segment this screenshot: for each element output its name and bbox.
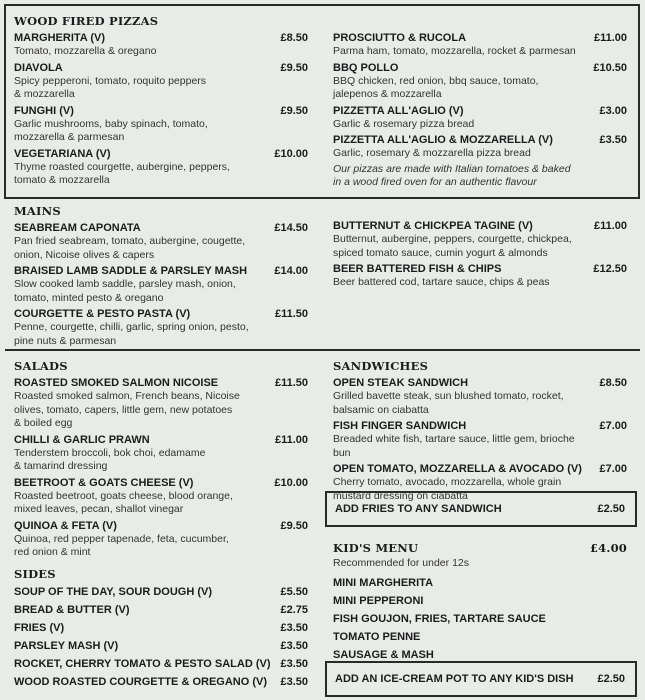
- description-line: Grilled bavette steak, sun blushed tomato, rocket,: [333, 390, 564, 402]
- menu-item: [333, 629, 627, 645]
- menu-item: [333, 133, 627, 161]
- menu-item-name: FRIES (V): [14, 622, 65, 634]
- menu-item-price: £11.00: [593, 220, 627, 232]
- menu-item: [333, 219, 627, 260]
- pizza-note-line: Our pizzas are made with Italian tomatoes & baked: [333, 162, 571, 175]
- description-line: Tomato, mozzarella & oregano: [14, 45, 157, 57]
- menu-item-price: £7.00: [599, 463, 627, 475]
- menu-item-name: OPEN TOMATO, MOZZARELLA & AVOCADO (V): [333, 463, 582, 475]
- menu-item-price: £3.50: [280, 622, 308, 634]
- menu-item-row: [14, 674, 308, 690]
- menu-item-name: MINI MARGHERITA: [333, 577, 434, 589]
- menu-item: [14, 61, 308, 102]
- description-line: Tenderstem broccoli, bok choi, edamame: [14, 446, 206, 459]
- description-line: Garlic mushrooms, baby spinach, tomato,: [14, 117, 208, 130]
- menu-item-name: BRAISED LAMB SADDLE & PARSLEY MASH: [14, 265, 248, 277]
- menu-item: [14, 620, 308, 636]
- menu-item: [14, 31, 308, 59]
- menu-item-name: MINI PEPPERONI: [333, 595, 424, 607]
- sides-column: [14, 567, 308, 690]
- menu-item-row: [14, 519, 308, 533]
- description-line: Slow cooked lamb saddle, parsley mash, onion,: [14, 278, 236, 290]
- menu-item-row: [14, 376, 308, 390]
- sandwiches-heading: SANDWICHES: [333, 359, 429, 373]
- add-fries-price: £2.50: [597, 503, 625, 515]
- description-line: Pan fried seabream, tomato, aubergine, cougette,: [14, 235, 246, 247]
- sides-heading: SIDES: [14, 567, 56, 581]
- menu-item: [14, 264, 308, 305]
- menu-item: [333, 575, 627, 591]
- mains-left-column: [14, 204, 308, 348]
- description-line: Roasted smoked salmon, French beans, Nicoise: [14, 390, 240, 402]
- menu-item-description: [14, 390, 269, 431]
- menu-item-price: £10.00: [274, 147, 308, 160]
- menu-item-name: OPEN STEAK SANDWICH: [333, 377, 469, 389]
- menu-item-row: [333, 629, 627, 645]
- menu-item-row: [14, 433, 308, 447]
- menu-item-row: [14, 584, 308, 600]
- menu-item-name: QUINOA & FETA (V): [14, 519, 117, 532]
- menu-item-name: WOOD ROASTED COURGETTE & OREGANO (V): [14, 676, 267, 688]
- menu-item-price: £14.50: [274, 222, 308, 234]
- add-fries-label: ADD FRIES TO ANY SANDWICH: [335, 503, 502, 515]
- description-line: & boiled egg: [14, 417, 73, 429]
- description-line: mustard dressing on ciabatta: [333, 489, 468, 502]
- menu-item-description: [333, 75, 588, 102]
- menu-item-name: SAUSAGE & MASH: [333, 649, 434, 661]
- add-fries-box: [325, 491, 637, 527]
- sandwiches-column: [333, 359, 627, 503]
- menu-item-price: £9.50: [280, 104, 308, 117]
- menu-item-price: £9.50: [280, 61, 308, 74]
- menu-item: [333, 31, 627, 59]
- kids-subtitle: Recommended for under 12s: [333, 557, 469, 569]
- salads-heading: SALADS: [14, 359, 68, 373]
- menu-item-price: £7.00: [599, 420, 627, 432]
- menu-item-name: FISH FINGER SANDWICH: [333, 420, 467, 432]
- pizzas-left-column: [14, 14, 308, 188]
- menu-item: [333, 376, 627, 417]
- menu-item: [14, 638, 308, 654]
- menu-item-description: [333, 233, 588, 260]
- menu-item-price: £11.50: [274, 377, 308, 389]
- menu-item: [14, 674, 308, 690]
- menu-item: [333, 593, 627, 609]
- description-line: onion, Nicoise olives & capers: [14, 248, 155, 261]
- description-line: Beer battered cod, tartare sauce, chips & peas: [333, 276, 550, 288]
- menu-item-price: £3.50: [599, 134, 627, 146]
- menu-item-name: MARGHERITA (V): [14, 32, 106, 44]
- menu-item-price: £3.50: [280, 658, 308, 670]
- description-line: tomato & mozzarella: [14, 174, 110, 186]
- menu-item-description: [333, 45, 588, 59]
- menu-item-name: PIZZETTA ALL'AGLIO & MOZZARELLA (V): [333, 134, 553, 146]
- pizzas-heading: WOOD FIRED PIZZAS: [14, 14, 159, 28]
- menu-item: [14, 433, 308, 474]
- menu-item-row: [333, 419, 627, 433]
- kids-title: KID'S MENU: [333, 541, 419, 555]
- menu-item-name: BBQ POLLO: [333, 61, 399, 74]
- salads-column: [14, 359, 308, 560]
- menu-item-description: [14, 118, 269, 145]
- menu-item: [14, 307, 308, 348]
- menu-item-row: [14, 61, 308, 75]
- description-line: mozzarella & parmesan: [14, 131, 125, 143]
- menu-item-row: [333, 575, 627, 591]
- menu-item-price: £10.00: [274, 476, 308, 489]
- add-ice-cream-price: £2.50: [597, 673, 625, 685]
- menu-item-row: [14, 602, 308, 618]
- menu-item-name: PROSCIUTTO & RUCOLA: [333, 32, 467, 44]
- kids-price: £4.00: [589, 541, 627, 555]
- description-line: Spicy pepperoni, tomato, roquito peppers: [14, 74, 207, 87]
- menu-item-name: BEER BATTERED FISH & CHIPS: [333, 263, 502, 275]
- description-line: jalepenos & mozzarella: [333, 88, 442, 100]
- menu-item-name: COURGETTE & PESTO PASTA (V): [14, 308, 191, 320]
- menu-item-row: [14, 638, 308, 654]
- menu-item-name: TOMATO PENNE: [333, 631, 421, 643]
- description-line: Garlic, rosemary & mozzarella pizza bread: [333, 147, 531, 159]
- menu-item-name: FISH GOUJON, FRIES, TARTARE SAUCE: [333, 613, 546, 625]
- menu-item-name: BEETROOT & GOATS CHEESE (V): [14, 476, 194, 489]
- description-line: Garlic & rosemary pizza bread: [333, 117, 475, 130]
- menu-item-name: DIAVOLA: [14, 61, 63, 74]
- menu-item-price: £5.50: [280, 586, 308, 598]
- menu-item-price: £9.50: [280, 519, 308, 532]
- menu-item-row: [14, 656, 308, 672]
- menu-item-price: £10.50: [593, 61, 627, 74]
- mains-heading: MAINS: [14, 204, 61, 218]
- section-divider: [5, 349, 640, 351]
- description-line: red onion & mint: [14, 546, 91, 558]
- menu-item: [14, 656, 308, 672]
- menu-item-description: [333, 433, 588, 460]
- menu-item-price: £2.75: [280, 604, 308, 616]
- menu-item-name: SEABREAM CAPONATA: [14, 222, 141, 234]
- kids-menu-column: [333, 541, 627, 663]
- menu-item-description: [14, 235, 269, 262]
- menu-item: [14, 584, 308, 600]
- add-ice-cream-label: ADD AN ICE-CREAM POT TO ANY KID'S DISH: [335, 673, 574, 685]
- menu-item: [14, 519, 308, 560]
- menu-item-price: £12.50: [593, 263, 627, 275]
- menu-item-price: £3.50: [280, 640, 308, 652]
- menu-item: [333, 61, 627, 102]
- menu-item-row: [333, 462, 627, 476]
- description-line: Roasted beetroot, goats cheese, blood orange,: [14, 489, 233, 502]
- description-line: & tamarind dressing: [14, 460, 108, 472]
- menu-item-name: ROCKET, CHERRY TOMATO & PESTO SALAD (V): [14, 658, 271, 670]
- menu-item-name: BREAD & BUTTER (V): [14, 604, 130, 616]
- menu-item-description: [333, 390, 588, 417]
- menu-item-price: £14.00: [274, 265, 308, 277]
- menu-item-description: [14, 278, 269, 305]
- description-line: Parma ham, tomato, mozzarella, rocket & parmesan: [333, 45, 576, 57]
- menu-item-name: FUNGHI (V): [14, 104, 74, 117]
- menu-item: [14, 602, 308, 618]
- menu-item-row: [333, 593, 627, 609]
- menu-item-row: [14, 264, 308, 278]
- menu-item-description: [333, 276, 588, 290]
- menu-item-description: [14, 161, 269, 188]
- menu-item-row: [14, 620, 308, 636]
- menu-item-description: [14, 490, 269, 517]
- menu-item-price: £11.00: [593, 32, 627, 44]
- menu-item-description: [14, 45, 269, 59]
- menu-item-row: [14, 147, 308, 161]
- description-line: olives, tomato, capers, little gem, new potatoes: [14, 403, 233, 416]
- menu-item-description: [14, 533, 269, 560]
- menu-item-description: [14, 321, 269, 348]
- menu-item-name: SOUP OF THE DAY, SOUR DOUGH (V): [14, 586, 213, 598]
- pizza-note-line: in a wood fired oven for an authentic flavour: [333, 176, 537, 188]
- description-line: Breaded white fish, tartare sauce, little gem, brioche bun: [333, 433, 575, 459]
- menu-item-price: £3.50: [280, 676, 308, 688]
- menu-item-price: £11.00: [274, 433, 308, 446]
- description-line: Butternut, aubergine, peppers, courgette, chickpea,: [333, 233, 572, 245]
- menu-item-row: [333, 219, 627, 233]
- menu-item-description: [14, 75, 269, 102]
- description-line: Cherry tomato, avocado, mozzarella, whole grain: [333, 476, 562, 488]
- menu-item-description: [333, 147, 588, 161]
- menu-item-price: £8.50: [280, 32, 308, 44]
- menu-item-description: [333, 118, 588, 132]
- description-line: spiced tomato sauce, cumin yogurt & almonds: [333, 246, 548, 259]
- description-line: BBQ chicken, red onion, bbq sauce, tomato,: [333, 74, 539, 87]
- menu-item-price: £11.50: [274, 308, 308, 320]
- menu-item-name: CHILLI & GARLIC PRAWN: [14, 433, 150, 446]
- menu-item-row: [333, 262, 627, 276]
- menu-item-description: [14, 447, 269, 474]
- menu-item-name: PIZZETTA ALL'AGLIO (V): [333, 104, 464, 117]
- menu-item-price: £3.00: [599, 104, 627, 117]
- menu-item-row: [333, 61, 627, 75]
- menu-item: [14, 476, 308, 517]
- description-line: & mozzarella: [14, 88, 75, 100]
- description-line: pine nuts & parmesan: [14, 334, 117, 347]
- pizzas-right-column: [333, 29, 627, 190]
- menu-item: [14, 221, 308, 262]
- menu-item-row: [14, 31, 308, 45]
- menu-item-price: £8.50: [599, 377, 627, 389]
- menu-item-row: [333, 376, 627, 390]
- menu-item-row: [14, 104, 308, 118]
- menu-item-row: [333, 133, 627, 147]
- add-ice-cream-box: [325, 661, 637, 697]
- menu-item: [333, 104, 627, 132]
- menu-item-row: [14, 476, 308, 490]
- menu-item-row: [14, 307, 308, 321]
- description-line: Quinoa, red pepper tapenade, feta, cucumber,: [14, 532, 229, 545]
- mains-right-column: [333, 217, 627, 290]
- description-line: mixed leaves, pecan, shallot vinegar: [14, 503, 184, 515]
- pizza-note: [333, 163, 627, 190]
- menu-item: [14, 104, 308, 145]
- menu-item: [14, 376, 308, 431]
- menu-item: [333, 262, 627, 290]
- menu-item-row: [333, 611, 627, 627]
- description-line: Penne, courgette, chilli, garlic, spring onion, pesto,: [14, 321, 249, 333]
- menu-item-name: ROASTED SMOKED SALMON NICOISE: [14, 377, 219, 389]
- kids-heading: [333, 541, 627, 556]
- menu-item-name: VEGETARIANA (V): [14, 147, 111, 160]
- menu-item-row: [333, 31, 627, 45]
- menu-item: [333, 611, 627, 627]
- description-line: Thyme roasted courgette, aubergine, peppers,: [14, 160, 230, 173]
- description-line: balsamic on ciabatta: [333, 403, 429, 416]
- menu-item-name: BUTTERNUT & CHICKPEA TAGINE (V): [333, 220, 533, 232]
- menu-item-row: [333, 104, 627, 118]
- menu-item: [14, 147, 308, 188]
- description-line: tomato, minted pesto & oregano: [14, 291, 164, 304]
- menu-item-row: [14, 221, 308, 235]
- menu-item: [333, 419, 627, 460]
- menu-item-name: PARSLEY MASH (V): [14, 640, 119, 652]
